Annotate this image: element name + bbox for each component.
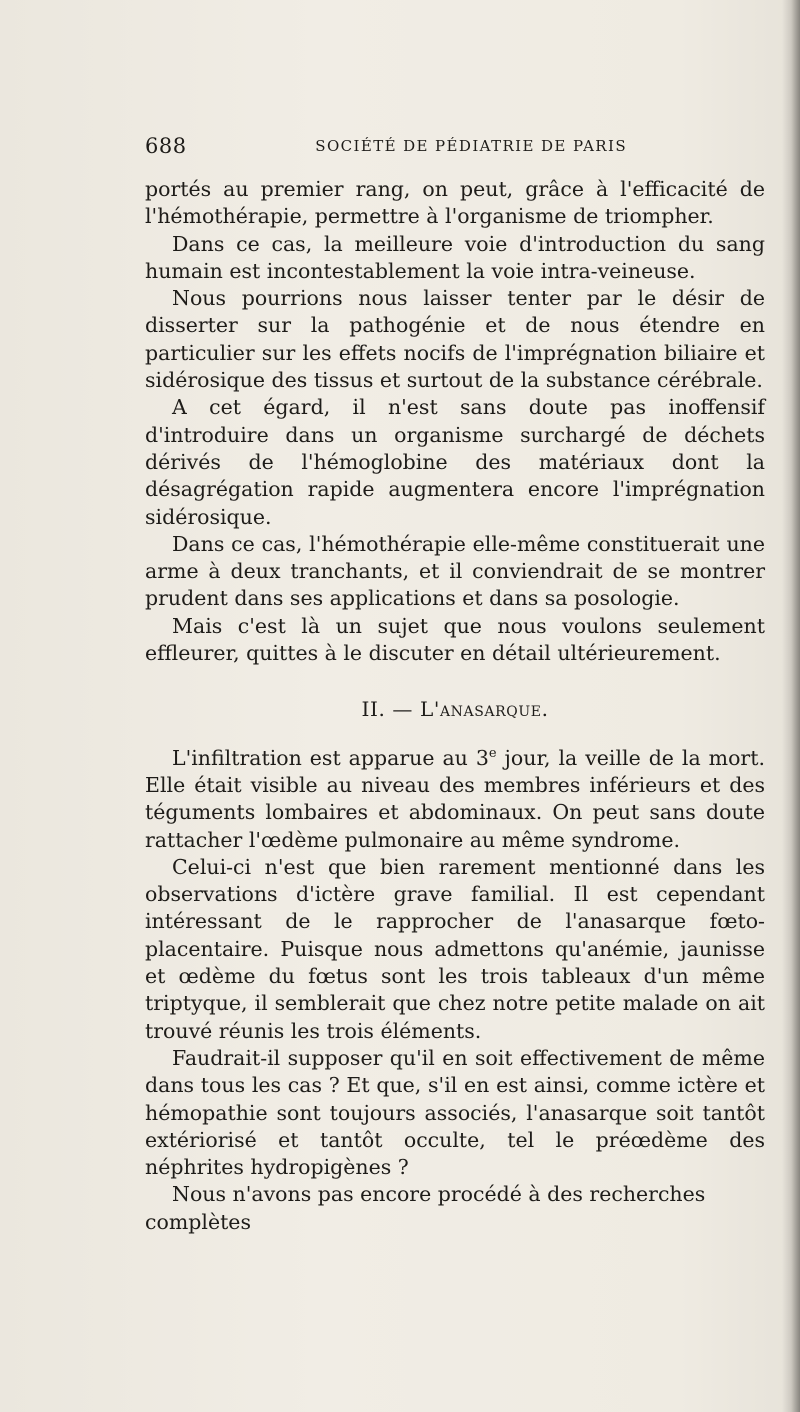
paragraph	[145, 745, 765, 854]
section-dash: —	[392, 697, 414, 722]
paragraph: Faudrait-il supposer qu'il en soit effectivement de même dans tous les cas ? Et que, s'il en est ainsi, comme ictère et hémopathie sont toujours associés, l'anasarque soit tantôt extériorisé et tantôt occulte, tel le préœdème des néphrites hydropigènes ?	[145, 1045, 765, 1180]
ordinal-superscript: e	[488, 745, 497, 761]
page-number: 688	[145, 134, 187, 158]
paragraph-text: L'infiltration est apparue au 3	[172, 745, 489, 770]
page-header	[145, 134, 627, 160]
paragraph: Mais c'est là un sujet que nous voulons seulement effleurer, quittes à le discuter en détail ultérieurement.	[145, 613, 765, 666]
body-text	[145, 176, 765, 1236]
section-number: II.	[361, 697, 386, 722]
section-heading	[145, 696, 765, 723]
paragraph: Celui-ci n'est que bien rarement mentionné dans les observations d'ictère grave familial. Il est cependant intéressant de le rapprocher de l'anasarque fœto-placentaire. Puisque nous admettons qu'anémie, jaunisse et œdème du fœtus sont les trois tableaux d'un même triptyque, il semblerait que chez notre petite malade on ait trouvé réunis les trois éléments.	[145, 854, 765, 1043]
paragraph: Nous pourrions nous laisser tenter par le désir de disserter sur la pathogénie et de nous étendre en particulier sur les effets nocifs de l'imprégnation biliaire et sidérosique des tissus et surtout de la substance cérébrale.	[145, 286, 765, 393]
paragraph: Nous n'avons pas encore procédé à des recherches complètes	[145, 1182, 706, 1234]
binding-shadow	[782, 0, 800, 1412]
section-title: L'anasarque.	[419, 697, 549, 722]
paragraph-text: jour, la veille de la mort. Elle était visible au niveau des membres inférieurs et des téguments lombaires et abdominaux. On peut sans doute rattacher l'œdème pulmonaire au même syndrome.	[145, 745, 765, 852]
paragraph: A cet égard, il n'est sans doute pas inoffensif d'introduire dans un organisme surchargé de déchets dérivés de l'hémoglobine des matériaux dont la désagrégation rapide augmentera encore l'imprégnation sidérosique.	[145, 395, 765, 529]
paragraph: portés au premier rang, on peut, grâce à l'efficacité de l'hémothérapie, permettre à l'organisme de triompher.	[145, 177, 765, 229]
paragraph: Dans ce cas, la meilleure voie d'introduction du sang humain est incontestablement la voie intra-veineuse.	[145, 231, 765, 283]
paragraph: Dans ce cas, l'hémothérapie elle-même constituerait une arme à deux tranchants, et il conviendrait de se montrer prudent dans ses applications et dans sa posologie.	[145, 531, 765, 611]
running-title: SOCIÉTÉ DE PÉDIATRIE DE PARIS	[315, 137, 627, 155]
